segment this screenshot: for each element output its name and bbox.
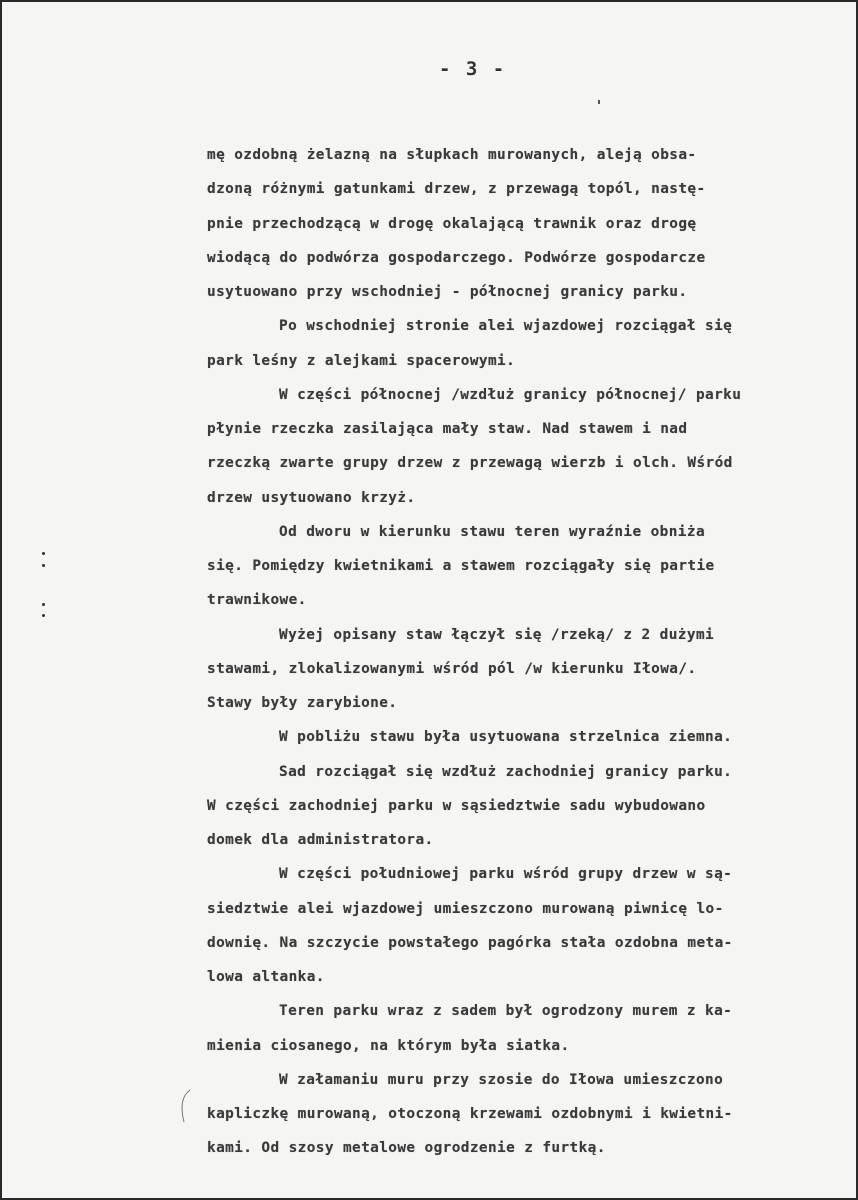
- text-line: pnie przechodzącą w drogę okalającą trawnik oraz drogę: [207, 215, 697, 232]
- text-line: wiodącą do podwórza gospodarczego. Podwórze gospodarcze: [207, 249, 706, 266]
- text-line: kami. Od szosy metalowe ogrodzenie z furtką.: [207, 1140, 606, 1157]
- document-body: [207, 138, 819, 1166]
- text-line: kapliczkę murowaną, otoczoną krzewami ozdobnymi i kwietni-: [207, 1106, 733, 1122]
- text-line: trawnikowe.: [207, 592, 307, 609]
- text-line: siedztwie alei wjazdowej umieszczono murowaną piwnicę lo-: [207, 900, 724, 917]
- paragraph-start-line: W części południowej parku wśród grupy drzew w są-: [279, 866, 733, 883]
- text-line: park leśny z alejkami spacerowymi.: [207, 352, 516, 369]
- text-line: drzew usytuowano krzyż.: [207, 489, 416, 506]
- paragraph-start-line: Teren parku wraz z sadem był ogrodzony murem z ka-: [279, 1003, 733, 1020]
- text-line: usytuowano przy wschodniej - północnej granicy parku.: [207, 284, 688, 300]
- text-line: płynie rzeczka zasilająca mały staw. Nad stawem i nad: [207, 421, 688, 437]
- stray-mark: [598, 100, 600, 104]
- text-line: mienia ciosanego, na którym była siatka.: [207, 1037, 570, 1054]
- paragraph-start-line: W załamaniu muru przy szosie do Iłowa umieszczono: [279, 1071, 724, 1088]
- text-line: rzeczką zwarte grupy drzew z przewagą wierzb i olch. Wśród: [207, 455, 733, 472]
- paragraph-start-line: Sad rozciągał się wzdłuż zachodniej granicy parku.: [279, 763, 733, 780]
- margin-dot: [42, 564, 45, 567]
- text-line: domek dla administratora.: [207, 832, 434, 848]
- text-line: Stawy były zarybione.: [207, 695, 398, 711]
- pencil-mark: [178, 1088, 192, 1124]
- paragraph-start-line: Wyżej opisany staw łączył się /rzeką/ z 2 dużymi: [279, 626, 715, 643]
- text-line: dzoną różnymi gatunkami drzew, z przewagą topól, nastę-: [207, 181, 706, 198]
- margin-dot: [42, 552, 45, 555]
- paragraph-start-line: W części północnej /wzdłuż granicy północnej/ parku: [279, 386, 742, 403]
- page-number: - 3 -: [439, 58, 507, 80]
- paragraph-start-line: Po wschodniej stronie alei wjazdowej rozciągał się: [279, 318, 733, 335]
- paragraph-start-line: W pobliżu stawu była usytuowana strzelnica ziemna.: [279, 729, 733, 746]
- text-line: lowa altanka.: [207, 969, 325, 985]
- text-line: W części zachodniej parku w sąsiedztwie sadu wybudowano: [207, 797, 706, 814]
- text-line: stawami, zlokalizowanymi wśród pól /w kierunku Iłowa/.: [207, 660, 697, 677]
- text-line: downię. Na szczycie powstałego pagórka stała ozdobna meta-: [207, 934, 733, 951]
- margin-dot: [42, 614, 45, 617]
- margin-dot: [42, 603, 45, 606]
- text-line: się. Pomiędzy kwietnikami a stawem rozciągały się partie: [207, 558, 715, 574]
- paragraph-start-line: Od dworu w kierunku stawu teren wyraźnie obniża: [279, 523, 706, 540]
- text-line: mę ozdobną żelazną na słupkach murowanych, aleją obsa-: [207, 147, 697, 163]
